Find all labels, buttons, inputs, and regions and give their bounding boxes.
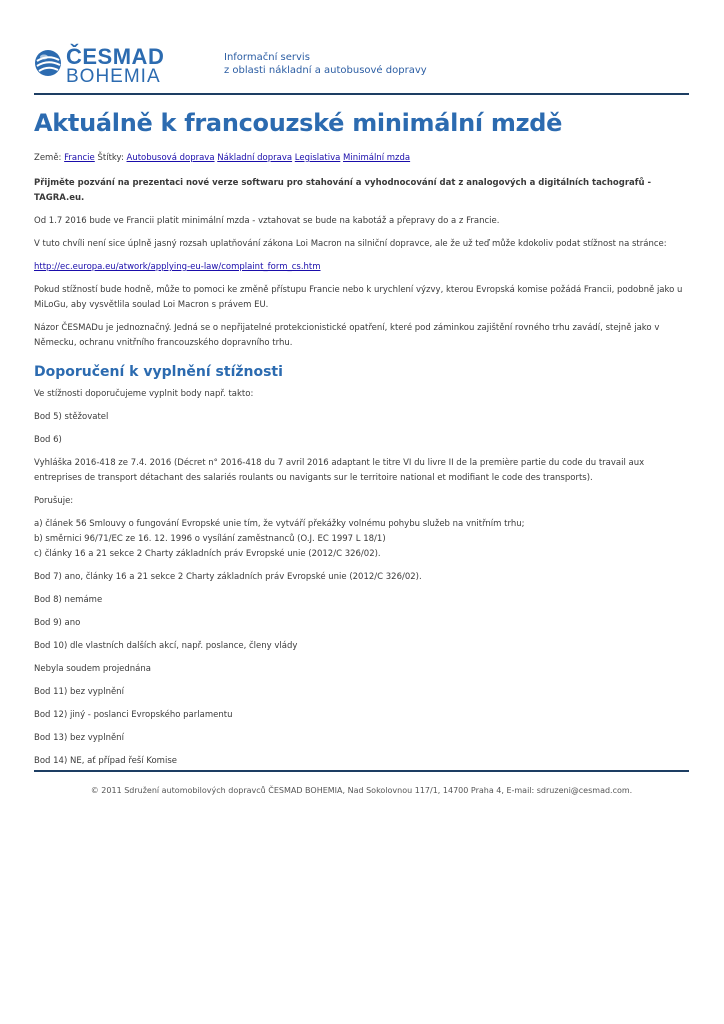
header-divider [34, 93, 689, 95]
tags-label: Štítky: [97, 153, 124, 163]
paragraph: Nebyla soudem projednána [34, 664, 151, 674]
paragraph: Bod 9) ano [34, 618, 81, 628]
paragraph: Bod 8) nemáme [34, 595, 103, 605]
tag-link[interactable]: Nákladní doprava [217, 153, 293, 163]
country-link[interactable]: Francie [64, 153, 95, 163]
paragraph: V tuto chvíli není sice úplně jasný rozsah uplatňování zákona Loi Macron na silniční dopravce, ale že už teď může kdokoliv podat stížnost na stránce: [34, 239, 667, 249]
paragraph: Bod 10) dle vlastních dalších akcí, např. poslance, členy vlády [34, 641, 298, 651]
tag-link[interactable]: Autobusová doprava [126, 153, 215, 163]
violations-list [34, 517, 689, 562]
footer-divider [34, 770, 689, 772]
lead-paragraph: Přijměte pozvání na prezentaci nové verze softwaru pro stahování a vyhodnocování dat z analogových a digitálních tachografů - TAGRA.eu. [34, 178, 651, 203]
article-title: Aktuálně k francouzské minimální mzdě [34, 109, 563, 137]
tagline-line-1: Informační servis [224, 52, 310, 63]
list-item: b) směrnici 96/71/EC ze 16. 12. 1996 o vysílání zaměstnanců (O.J. EC 1997 L 18/1) [34, 534, 386, 544]
country-label: Země: [34, 153, 62, 163]
header-tagline [224, 51, 427, 77]
tag-link[interactable]: Minimální mzda [343, 153, 411, 163]
paragraph: Bod 6) [34, 435, 62, 445]
paragraph: Bod 14) NE, ať případ řeší Komise [34, 756, 177, 766]
tag-link[interactable]: Legislativa [294, 153, 341, 163]
paragraph: Vyhláška 2016-418 ze 7.4. 2016 (Décret n° 2016-418 du 7 avril 2016 adaptant le titre VI du livre II de la première partie du code du travail aux entreprises de transport détachant des salariés roulants ou navigants sur le territoire national et modifiant le code des transports). [34, 458, 645, 483]
complaint-form-link[interactable]: http://ec.europa.eu/atwork/applying-eu-law/complaint_form_cs.htm [34, 262, 321, 272]
paragraph: Názor ČESMADu je jednoznačný. Jedná se o nepřijatelné protekcionistické opatření, které pod záminkou zajištění rovného trhu zavádí, stejně jako v Německu, ochranu vnitřního francouzského dopravního trhu. [34, 323, 660, 348]
article-content [34, 100, 689, 769]
paragraph: Bod 11) bez vyplnění [34, 687, 124, 697]
logo-main-text: ČESMAD [66, 44, 165, 69]
paragraph: Bod 5) stěžovatel [34, 412, 109, 422]
cesmad-logo[interactable] [34, 44, 184, 87]
article-meta [34, 152, 689, 164]
section-heading: Doporučení k vyplnění stížnosti [34, 364, 283, 380]
globe-icon [34, 48, 62, 78]
tagline-line-2: z oblasti nákladní a autobusové dopravy [224, 65, 427, 76]
paragraph: Od 1.7 2016 bude ve Francii platit minimální mzda - vztahovat se bude na kabotáž a přepravy do a z Francie. [34, 216, 500, 226]
paragraph: Pokud stížností bude hodně, může to pomoci ke změně přístupu Francie nebo k urychlení výzvy, kterou Evropská komise požádá Francii, podobně jako u MiLoGu, aby vysvětlila soulad Loi Macron s právem EU. [34, 285, 683, 310]
paragraph: Porušuje: [34, 496, 74, 506]
page-header [34, 44, 689, 92]
complaint-link-paragraph [34, 260, 689, 275]
page-footer: © 2011 Sdružení automobilových dopravců ČESMAD BOHEMIA, Nad Sokolovnou 117/1, 14700 Praha 4, E-mail: sdruzeni@cesmad.com. [90, 786, 633, 795]
paragraph: Bod 13) bez vyplnění [34, 733, 124, 743]
logo-sub-text: BOHEMIA [66, 66, 161, 87]
paragraph: Bod 12) jiný - poslanci Evropského parlamentu [34, 710, 233, 720]
paragraph: Ve stížnosti doporučujeme vyplnit body např. takto: [34, 389, 254, 399]
paragraph: Bod 7) ano, články 16 a 21 sekce 2 Charty základních práv Evropské unie (2012/C 326/02). [34, 572, 422, 582]
list-item: c) články 16 a 21 sekce 2 Charty základních práv Evropské unie (2012/C 326/02). [34, 549, 381, 559]
list-item: a) článek 56 Smlouvy o fungování Evropské unie tím, že vytváří překážky volnému pohybu služeb na vnitřním trhu; [34, 519, 525, 529]
